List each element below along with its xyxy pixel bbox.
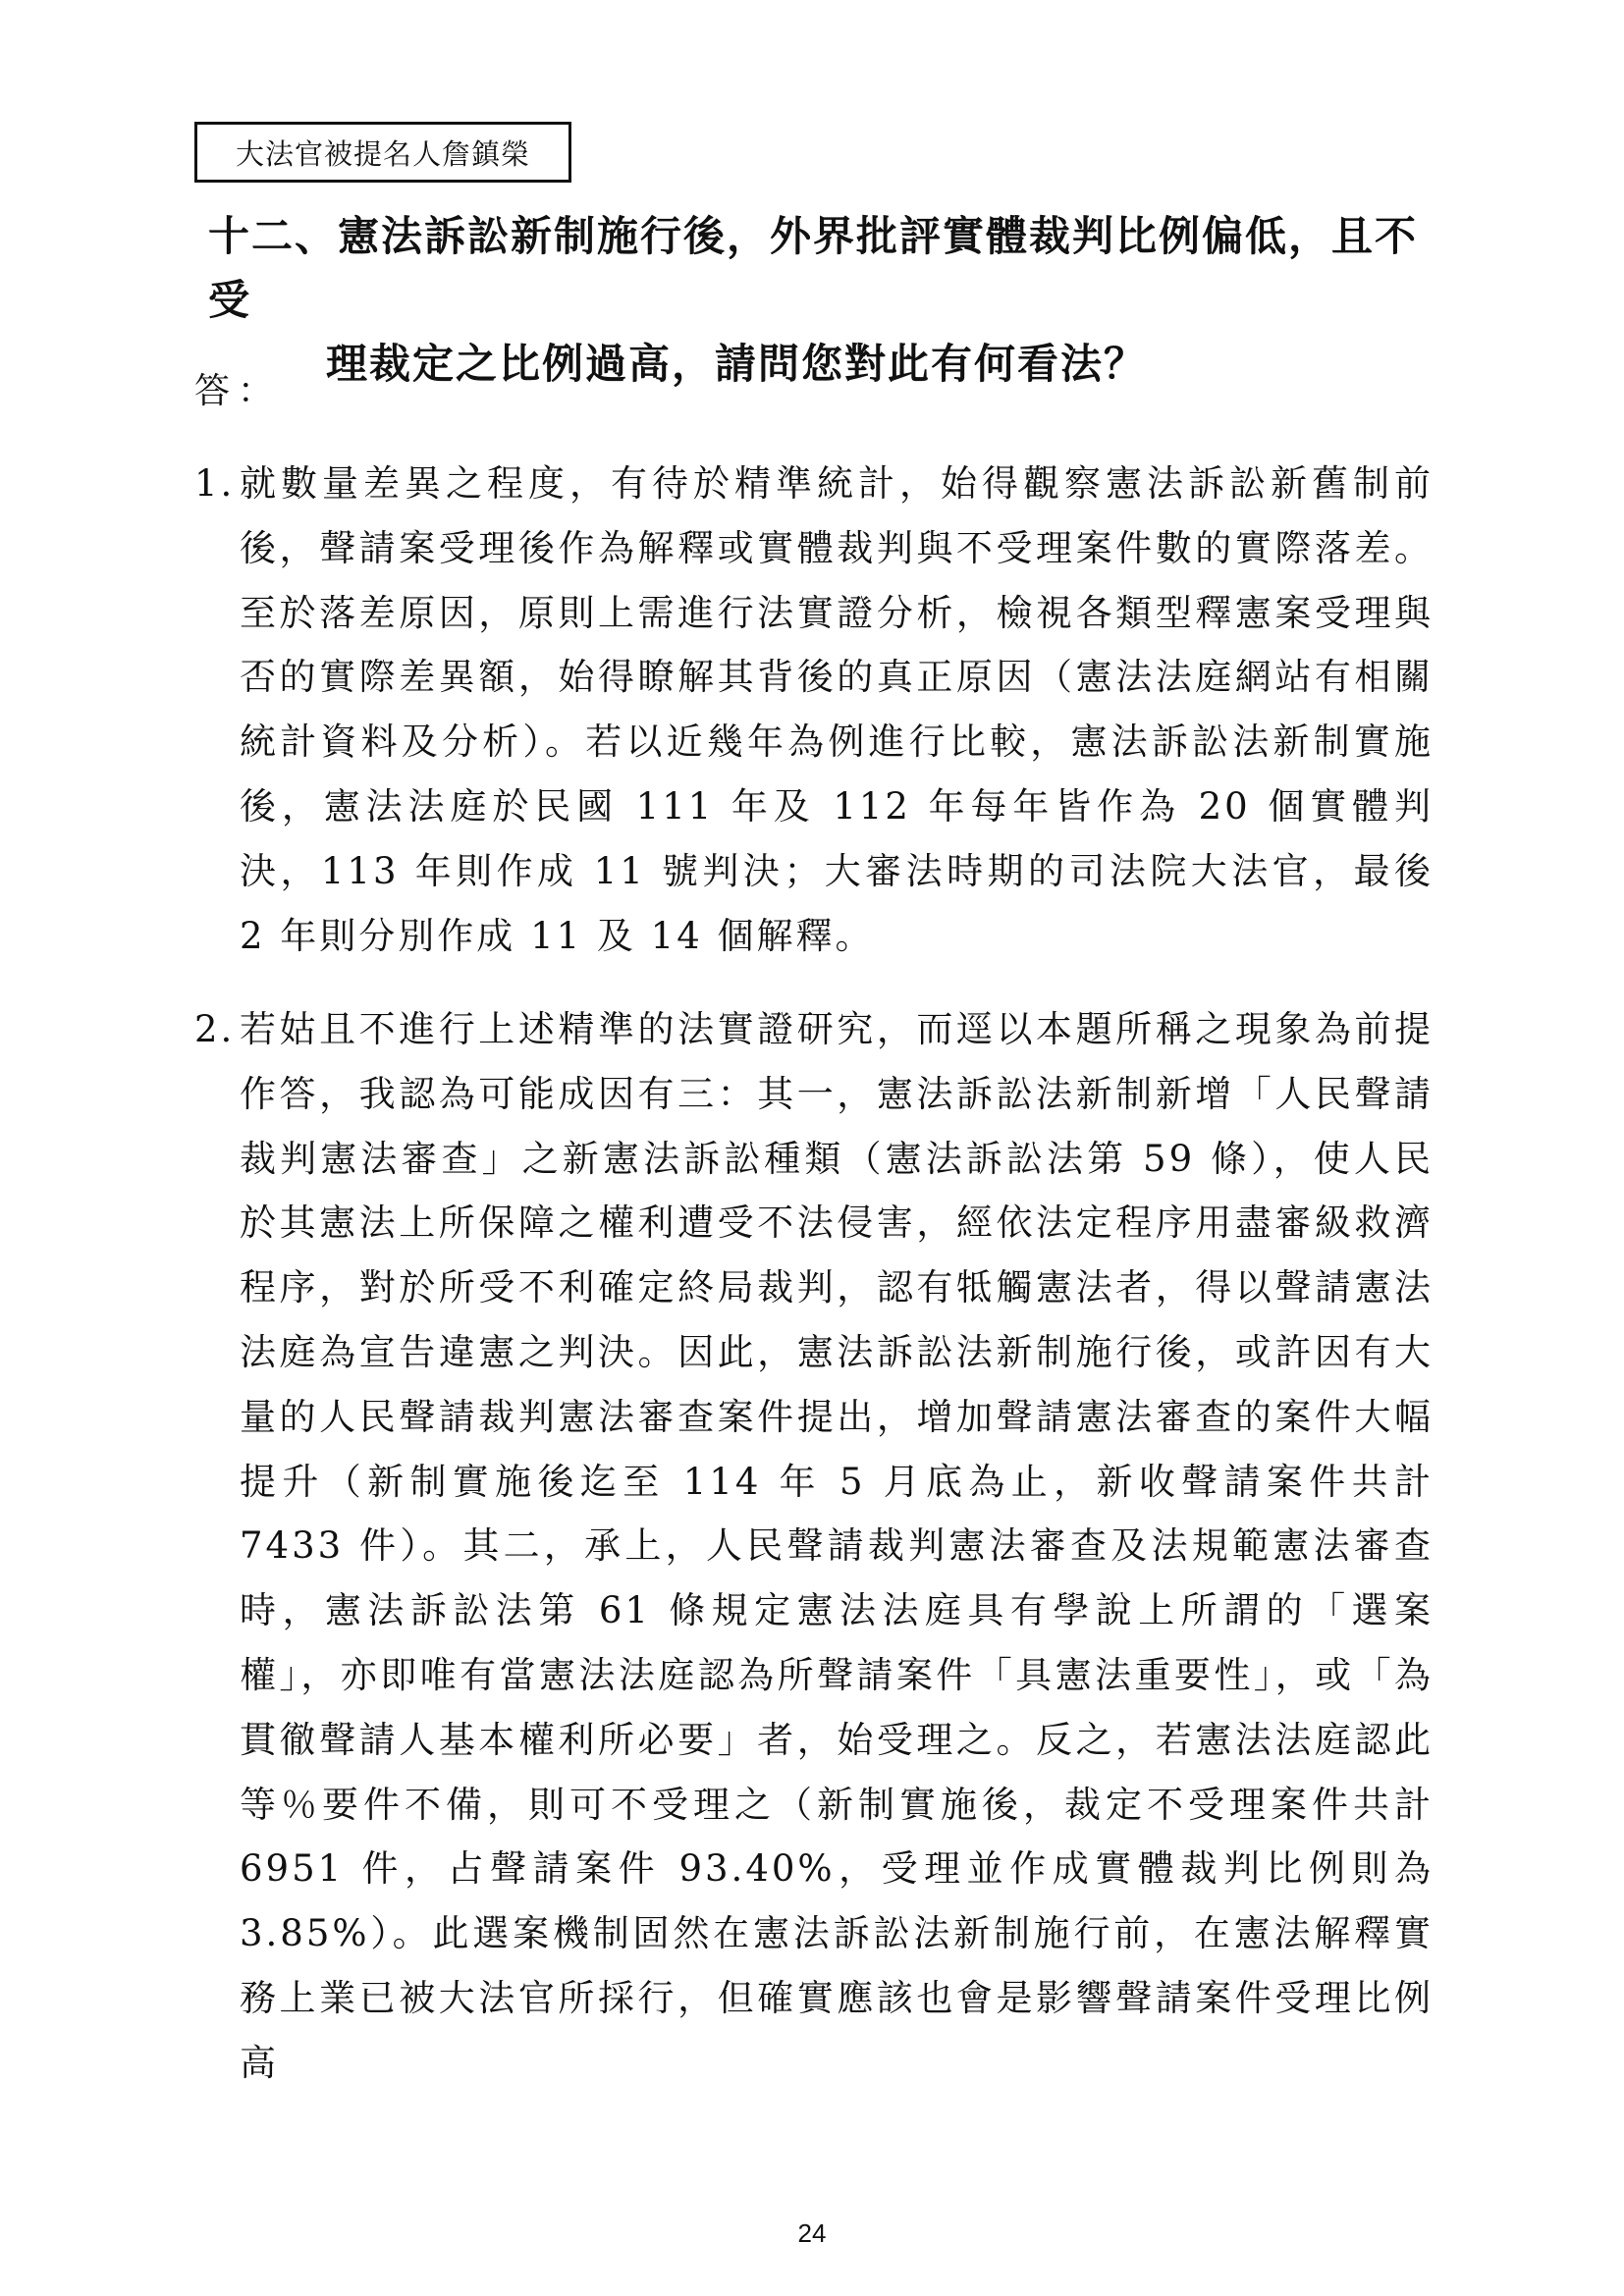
answer-item-2 — [194, 997, 1434, 2096]
question-line-1: 憲法訴訟新制施行後，外界批評實體裁判比例偏低，且不受 — [208, 212, 1419, 324]
nominee-label: 大法官被提名人詹鎮榮 — [235, 136, 530, 171]
nominee-label-box — [194, 122, 571, 183]
answer-item-text: 就數量差異之程度，有待於精準統計，始得觀察憲法訴訟新舊制前後，聲請案受理後作為解釋或實體裁判與不受理案件數的實際落差。至於落差原因，原則上需進行法實證分析，檢視各類型釋憲案受理與否的實際差異額，始得瞭解其背後的真正原因（憲法法庭網站有相關統計資料及分析）。若以近幾年為例進行比較，憲法訴訟法新制實施後，憲法法庭於民國 111 年及 112 年每年皆作為 20 個實體判決，113 年則作成 11 號判決；大審法時期的司法院大法官，最後 2 年則分別作成 11 及 14 個解釋。 — [240, 462, 1434, 957]
page-number: 24 — [797, 2218, 827, 2248]
answer-item-marker: 2. — [194, 1008, 236, 1050]
question-line-2: 理裁定之比例過高，請問您對此有何看法？ — [326, 340, 1148, 388]
question-number: 十二、 — [208, 212, 339, 260]
answer-label: 答： — [194, 371, 282, 411]
answer-item-text: 若姑且不進行上述精準的法實證研究，而逕以本題所稱之現象為前提作答，我認為可能成因有三：其一，憲法訴訟法新制新增「人民聲請裁判憲法審查」之新憲法訴訟種類（憲法訴訟法第 59 條），使人民於其憲法上所保障之權利遭受不法侵害，經依法定程序用盡審級救濟程序，對於所受不利確定終局裁判，認有牴觸憲法者，得以聲請憲法法庭為宣告違憲之判決。因此，憲法訴訟法新制施行後，或許因有大量的人民聲請裁判憲法審查案件提出，增加聲請憲法審查的案件大幅提升（新制實施後迄至 114 年 5 月底為止，新收聲請案件共計 7433 件）。其二，承上，人民聲請裁判憲法審查及法規範憲法審查時，憲法訴訟法第 61 條規定憲法法庭具有學說上所謂的「選案權」，亦即唯有當憲法法庭認為所聲請案件「具憲法重要性」，或「為貫徹聲請人基本權利所必要」者，始受理之。反之，若憲法法庭認此等％要件不備，則可不受理之（新制實施後，裁定不受理案件共計 6951 件，占聲請案件 93.40%，受理並作成實體裁判比例則為 3.85%）。此選案機制固然在憲法訴訟法新制施行前，在憲法解釋實務上業已被大法官所採行，但確實應該也會是影響聲請案件受理比例高 — [240, 1008, 1434, 2084]
answer-item-marker: 1. — [194, 462, 236, 505]
answer-item-1 — [194, 452, 1434, 968]
question-heading — [208, 204, 1445, 396]
